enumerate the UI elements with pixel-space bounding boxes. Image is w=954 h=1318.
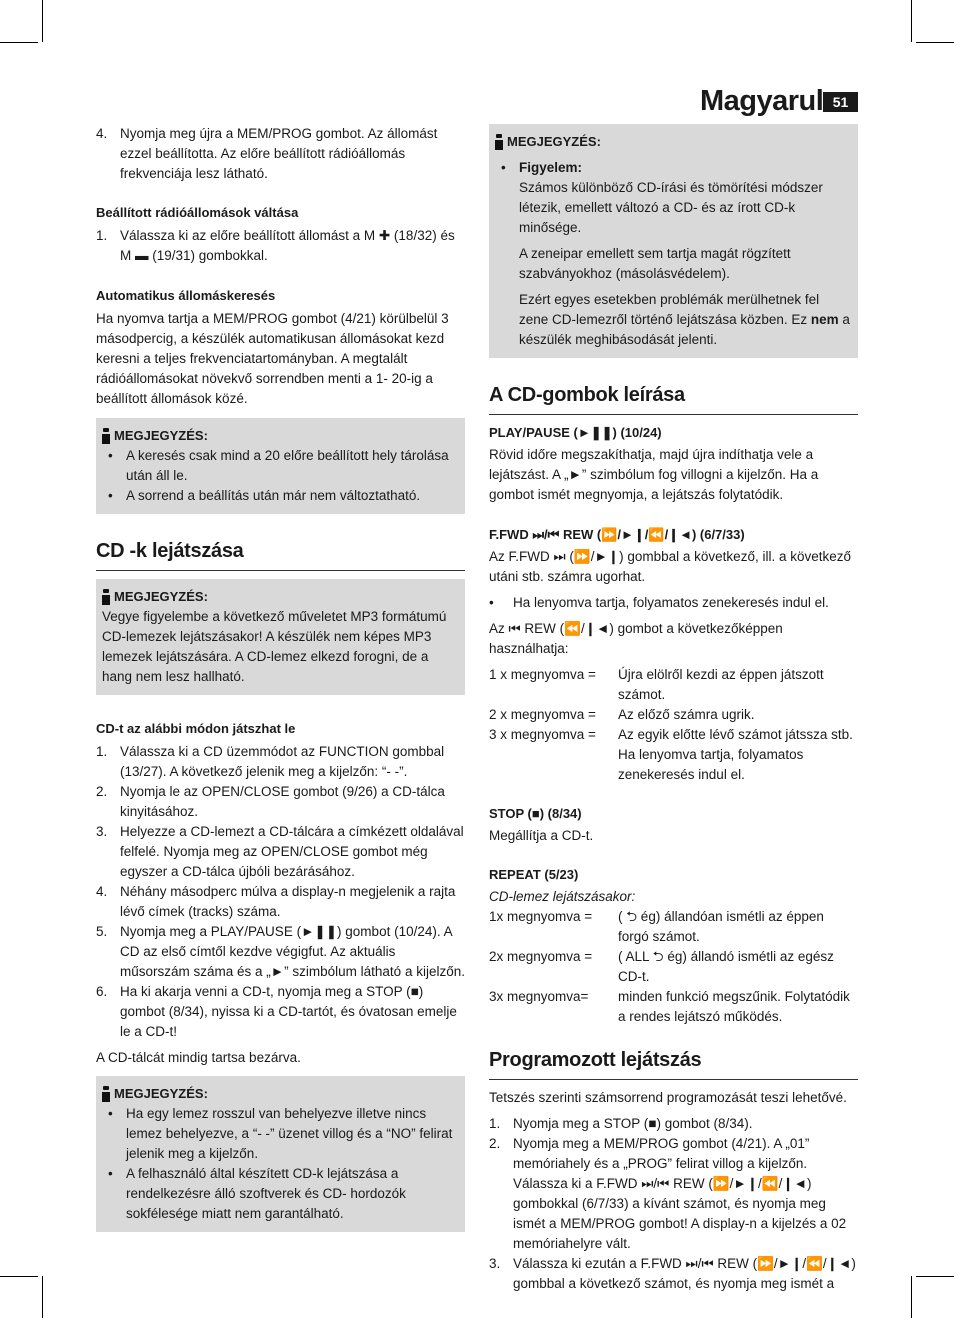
table-row: [489, 725, 858, 785]
item-number: 4.: [96, 884, 108, 899]
paragraph: Megállítja a CD-t.: [489, 828, 594, 843]
item-number: 1.: [489, 1116, 501, 1131]
row-key: 1x megnyomva =: [489, 909, 593, 924]
row-value: ( ⮌ ég) állandóan ismétli az éppen forgó számot.: [618, 909, 824, 944]
section-subtitle: CD-t az alábbi módon játszhat le: [96, 721, 296, 736]
row-value: Újra elölről kezdi az éppen játszott számot.: [618, 667, 824, 702]
crop-mark: [916, 42, 954, 43]
item-number: 3.: [96, 824, 108, 839]
item-number: 1.: [96, 228, 108, 243]
crop-mark: [42, 0, 43, 42]
bullet-item: [495, 158, 852, 350]
bullet-icon: •: [108, 488, 113, 503]
item-text: Válassza ki a CD üzemmódot az FUNCTION gombbal (13/27). A következő jelenik meg a kijelzőn: “- -”.: [120, 744, 445, 779]
note-text: Számos különböző CD-írási és tömörítési módszer létezik, emellett változó a CD- és az írott CD-k minősége.: [519, 180, 823, 235]
paragraph: Ha nyomva tartja a MEM/PROG gombot (4/21) körülbelül 3 másodpercig, a készülék automatikusan állomásokat kezd keresni a teljes frekvenciatartományban. A megtalált rádióállomásokat növekvő sorrendben menti a 1- 20-ig a beállított állomások közé.: [96, 311, 449, 406]
item-text: Válassza ki ezután a F.FWD ⏭/⏮ REW (⏩/►❙/⏪/❙◄) gombbal a következő számot, és nyomja meg ismét a: [513, 1256, 856, 1291]
item-text: Válassza ki az előre beállított állomást a M ✚ (18/32) és M ▬ (19/31) gombokkal.: [120, 228, 455, 263]
bullet-icon: •: [489, 595, 494, 610]
page-number-badge: 51: [823, 92, 858, 112]
info-icon: [102, 428, 110, 444]
row-value: ( ALL ⮌ ég) állandó ismétli az egész CD-t.: [618, 949, 834, 984]
bullet-text: A felhasználó által készített CD-k lejátszása a rendelkezésre álló szoftverek és CD- hordozók sokfélesége miatt nem garantálható.: [126, 1166, 406, 1221]
list-item: [96, 922, 465, 982]
steps-list: [96, 742, 465, 1042]
note-box: [96, 579, 465, 695]
item-text: Néhány másodperc múlva a display-n megjelenik a rajta lévő címek (tracks) száma.: [120, 884, 456, 919]
note-box: [489, 124, 858, 358]
paragraph: Rövid időre megszakíthatja, majd újra indíthatja vele a lejátszást. A „►” szimbólum fog villogni a kijelzőn. Ha a gombot ismét megnyomja, a lejátszás folytatódik.: [489, 447, 819, 502]
note-heading: [495, 132, 852, 152]
row-key: 2 x megnyomva =: [489, 707, 596, 722]
note-text: A zeneipar emellett sem tartja magát rögzített szabványokhoz (másolásvédelem).: [519, 246, 791, 281]
list-item: [96, 124, 465, 184]
bullet-icon: •: [108, 1106, 113, 1121]
crop-mark: [42, 1276, 43, 1318]
bullet-item: [489, 593, 858, 613]
item-number: 4.: [96, 126, 108, 141]
section-subtitle: STOP (■) (8/34): [489, 806, 582, 821]
list-item: [96, 226, 465, 266]
crop-mark: [0, 42, 38, 43]
item-number: 2.: [96, 784, 108, 799]
crop-mark: [0, 1276, 38, 1277]
paragraph: A CD-tálcát mindig tartsa bezárva.: [96, 1050, 301, 1065]
bullet-text: Ha lenyomva tartja, folyamatos zenekeresés indul el.: [513, 595, 829, 610]
row-key: 1 x megnyomva =: [489, 667, 596, 682]
info-icon: [495, 134, 503, 150]
left-column: [96, 124, 465, 1232]
item-text: Ha ki akarja venni a CD-t, nyomja meg a STOP (■) gombot (8/34), nyissa ki a CD-tartót, és óvatosan emelje le a CD-t!: [120, 984, 457, 1039]
bullet-item: [102, 446, 459, 486]
bullet-item: [102, 1164, 459, 1224]
bullet-icon: •: [108, 448, 113, 463]
note-heading-label: MEGJEGYZÉS:: [114, 1086, 208, 1101]
item-text: Helyezze a CD-lemezt a CD-tálcára a címkézett oldalával felfelé. Nyomja meg az OPEN/CLOSE gombot még egyszer a CD-tálca újbóli bezárásához.: [120, 824, 464, 879]
note-heading: [102, 426, 459, 446]
rew-table: [489, 665, 858, 785]
item-text: Nyomja meg a MEM/PROG gombot (4/21). A „01” memóriahely és a „PROG” felirat villog a kijelzőn. Válassza ki a F.FWD ⏭/⏮ REW (⏩/►❙/⏪/❙◄) gombokkal (6/7/33) a kívánt számot, és nyomja meg ismét a MEM/PROG gombot! A display-n a kijelzés a 02 memóriahelyre vált.: [513, 1136, 847, 1251]
note-text: Vegye figyelembe a következő műveletet MP3 formátumú CD-lemezek lejátszásakor! A készülék nem képes MP3 lemezek lejátszására. A CD-lemez elkezd forogni, de a hang nem lesz hallható.: [102, 609, 447, 684]
section-heading: A CD-gombok leírása: [489, 382, 858, 415]
attention-label: Figyelem:: [519, 160, 583, 175]
bullet-text: A sorrend a beállítás után már nem változtatható.: [126, 488, 421, 503]
bullet-item: [102, 486, 459, 506]
table-row: [489, 947, 858, 987]
item-number: 1.: [96, 744, 108, 759]
bullet-icon: •: [501, 160, 506, 175]
list-item: [96, 822, 465, 882]
info-icon: [102, 589, 110, 605]
list-item: [96, 742, 465, 782]
paragraph: Az ⏮ REW (⏪/❙◄) gombot a következőképpen használhatja:: [489, 621, 783, 656]
note-heading-label: MEGJEGYZÉS:: [114, 589, 208, 604]
row-key: 3x megnyomva=: [489, 989, 589, 1004]
note-box: [96, 1076, 465, 1232]
list-item: [96, 782, 465, 822]
section-subtitle: PLAY/PAUSE (►❚❚) (10/24): [489, 425, 662, 440]
list-item: [489, 1134, 858, 1254]
row-key: 3 x megnyomva =: [489, 727, 596, 742]
row-value: Az egyik előtte lévő számot játssza stb. Ha lenyomva tartja, folyamatos zenekeresés indul el.: [618, 727, 853, 782]
table-row: [489, 665, 858, 705]
item-text: Nyomja meg a PLAY/PAUSE (►❚❚) gombot (10/24). A CD az első címtől kezdve végigfut. Az aktuális műsorszám száma és a „►” szimbólum látható a kijelzőn.: [120, 924, 465, 979]
bullet-text: A keresés csak mind a 20 előre beállított hely tárolása után áll le.: [126, 448, 449, 483]
section-subtitle: Automatikus állomáskeresés: [96, 288, 276, 303]
bullet-content: [519, 158, 852, 350]
note-box: [96, 418, 465, 514]
crop-mark: [911, 0, 912, 42]
info-icon: [102, 1086, 110, 1102]
note-heading-label: MEGJEGYZÉS:: [114, 428, 208, 443]
item-number: 2.: [489, 1136, 501, 1151]
bullet-text: Ha egy lemez rosszul van behelyezve illetve nincs lemez behelyezve, a “- -” üzenet villog és a “NO” felirat jelenik meg a kijelzőn.: [126, 1106, 453, 1161]
table-row: [489, 705, 858, 725]
note-heading: [102, 1084, 459, 1104]
item-number: 3.: [489, 1256, 501, 1271]
section-subtitle: F.FWD ⏭/⏮ REW (⏩/►❙/⏪/❙◄) (6/7/33): [489, 527, 745, 542]
bullet-item: [102, 1104, 459, 1164]
paragraph: CD-lemez lejátszásakor:: [489, 889, 636, 904]
note-heading-label: MEGJEGYZÉS:: [507, 134, 601, 149]
section-heading: Programozott lejátszás: [489, 1047, 858, 1080]
list-item: [489, 1254, 858, 1294]
item-text: Nyomja le az OPEN/CLOSE gombot (9/26) a CD-tálca kinyitásához.: [120, 784, 445, 819]
list-item: [96, 882, 465, 922]
paragraph: Tetszés szerinti számsorrend programozását teszi lehetővé.: [489, 1090, 847, 1105]
note-text: Ezért egyes esetekben problémák merülhetnek fel zene CD-lemezről történő lejátszása közben. Ez nem a készülék meghibásodását jelenti.: [519, 292, 850, 347]
item-number: 5.: [96, 924, 108, 939]
table-row: [489, 987, 858, 1027]
paragraph: Az F.FWD ⏭ (⏩/►❙) gombbal a következő, ill. a következő utáni stb. számra ugorhat.: [489, 549, 851, 584]
repeat-table: [489, 907, 858, 1027]
crop-mark: [911, 1276, 912, 1318]
list-item: [96, 982, 465, 1042]
row-key: 2x megnyomva =: [489, 949, 593, 964]
row-value: minden funkció megszűnik. Folytatódik a rendes lejátszó működés.: [618, 989, 850, 1024]
list-item: [489, 1114, 858, 1134]
section-subtitle: REPEAT (5/23): [489, 867, 579, 882]
crop-mark: [916, 1276, 954, 1277]
item-number: 6.: [96, 984, 108, 999]
bullet-icon: •: [108, 1166, 113, 1181]
section-heading: CD -k lejátszása: [96, 538, 465, 571]
item-text: Nyomja meg újra a MEM/PROG gombot. Az állomást ezzel beállította. Az előre beállított rádióállomás frekvenciája lesz látható.: [120, 126, 438, 181]
table-row: [489, 907, 858, 947]
row-value: Az előző számra ugrik.: [618, 707, 755, 722]
section-subtitle: Beállított rádióállomások váltása: [96, 205, 299, 220]
page-language-title: Magyarul: [700, 85, 824, 117]
note-heading: [102, 587, 459, 607]
right-column: [489, 124, 858, 1294]
steps-list: [489, 1114, 858, 1294]
item-text: Nyomja meg a STOP (■) gombot (8/34).: [513, 1116, 753, 1131]
